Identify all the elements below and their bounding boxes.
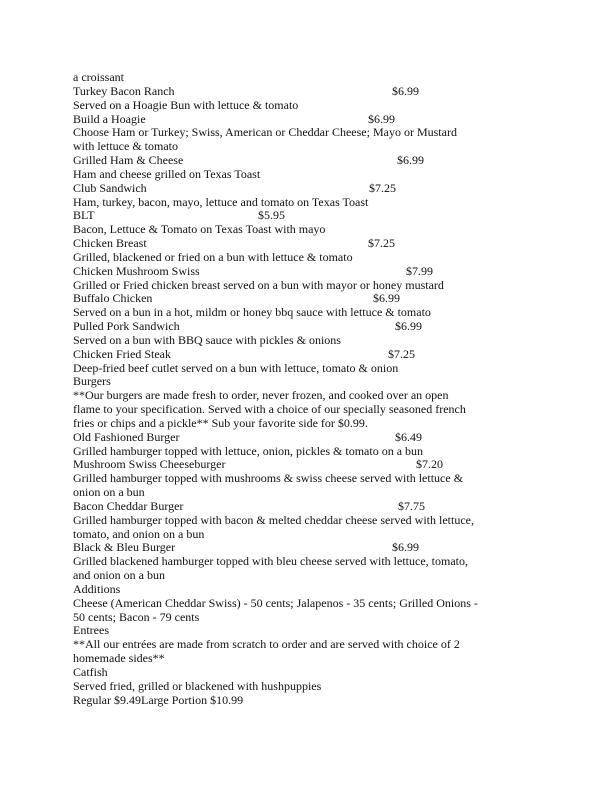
menu-item-name: Buffalo Chicken (73, 291, 153, 305)
menu-item-desc: Grilled hamburger topped with bacon & melted cheddar cheese served with lettuce, (73, 513, 474, 527)
menu-item-price: $7.99 (406, 264, 433, 278)
menu-item-price: $6.99 (392, 84, 419, 98)
menu-item-desc: Choose Ham or Turkey; Swiss, American or Cheddar Cheese; Mayo or Mustard (73, 125, 457, 139)
menu-item-desc: Bacon, Lettuce & Tomato on Texas Toast with mayo (73, 222, 326, 236)
menu-item-desc: Regular $9.49Large Portion $10.99 (73, 693, 244, 707)
menu-item-name: Chicken Mushroom Swiss (73, 264, 200, 278)
menu-item-desc: Served on a bun in a hot, mildm or honey bbq sauce with lettuce & tomato (73, 305, 431, 319)
menu-item-name: Black & Bleu Burger (73, 540, 176, 554)
section-heading-burgers: Burgers (73, 374, 111, 388)
menu-item-desc: Deep-fried beef cutlet served on a bun with lettuce, tomato & onion (73, 361, 399, 375)
menu-item-price: $7.25 (369, 181, 396, 195)
menu-item-price: $5.95 (258, 208, 285, 222)
menu-item-price: $7.20 (416, 457, 443, 471)
burgers-note: flame to your specification. Served with a choice of our specially seasoned french (73, 402, 466, 416)
menu-item-name: Build a Hoagie (73, 112, 146, 126)
menu-item-price: $7.25 (388, 347, 415, 361)
menu-item-desc: Served fried, grilled or blackened with hushpuppies (73, 679, 322, 693)
menu-item-desc: with lettuce & tomato (73, 139, 178, 153)
menu-item-name: Club Sandwich (73, 181, 147, 195)
menu-item-name: Bacon Cheddar Burger (73, 499, 184, 513)
entrees-note: homemade sides** (73, 651, 165, 665)
menu-item-desc: Grilled or Fried chicken breast served on a bun with mayor or honey mustard (73, 278, 444, 292)
menu-item-price: $6.49 (395, 430, 422, 444)
sandwich-intro: a croissant (73, 70, 124, 84)
menu-item-name: Chicken Breast (73, 236, 147, 250)
menu-item-desc: Ham and cheese grilled on Texas Toast (73, 167, 261, 181)
menu-item-desc: and onion on a bun (73, 568, 165, 582)
menu-item-name: Grilled Ham & Cheese (73, 153, 184, 167)
entrees-note: **All our entrées are made from scratch to order and are served with choice of 2 (73, 637, 460, 651)
menu-item-name: Catfish (73, 665, 108, 679)
menu-item-price: $7.25 (368, 236, 395, 250)
menu-item-desc: Grilled hamburger topped with mushrooms & swiss cheese served with lettuce & (73, 471, 464, 485)
additions-text: Cheese (American Cheddar Swiss) - 50 cents; Jalapenos - 35 cents; Grilled Onions - (73, 596, 478, 610)
menu-item-name: Mushroom Swiss Cheeseburger (73, 457, 226, 471)
menu-item-price: $6.99 (392, 540, 419, 554)
menu-item-desc: tomato, and onion on a bun (73, 527, 205, 541)
menu-item-desc: Grilled blackened hamburger topped with bleu cheese served with lettuce, tomato, (73, 554, 468, 568)
section-heading-additions: Additions (73, 582, 121, 596)
menu-item-desc: Served on a Hoagie Bun with lettuce & tomato (73, 98, 299, 112)
menu-item-name: Old Fashioned Burger (73, 430, 180, 444)
menu-item-name: BLT (73, 208, 95, 222)
menu-item-desc: onion on a bun (73, 485, 145, 499)
menu-item-desc: Served on a bun with BBQ sauce with pickles & onions (73, 333, 341, 347)
burgers-note: **Our burgers are made fresh to order, never frozen, and cooked over an open (73, 388, 449, 402)
menu-item-desc: Ham, turkey, bacon, mayo, lettuce and tomato on Texas Toast (73, 195, 369, 209)
menu-item-price: $6.99 (395, 319, 422, 333)
menu-item-price: $7.75 (398, 499, 425, 513)
menu-item-price: $6.99 (397, 153, 424, 167)
menu-item-desc: Grilled hamburger topped with lettuce, onion, pickles & tomato on a bun (73, 444, 424, 458)
additions-text: 50 cents; Bacon - 79 cents (73, 610, 200, 624)
menu-item-price: $6.99 (368, 112, 395, 126)
menu-item-name: Turkey Bacon Ranch (73, 84, 175, 98)
menu-item-price: $6.99 (373, 291, 400, 305)
menu-item-desc: Grilled, blackened or fried on a bun with lettuce & tomato (73, 250, 353, 264)
menu-item-name: Chicken Fried Steak (73, 347, 171, 361)
section-heading-entrees: Entrees (73, 623, 109, 637)
burgers-note: fries or chips and a pickle** Sub your favorite side for $0.99. (73, 416, 368, 430)
menu-item-name: Pulled Pork Sandwich (73, 319, 180, 333)
